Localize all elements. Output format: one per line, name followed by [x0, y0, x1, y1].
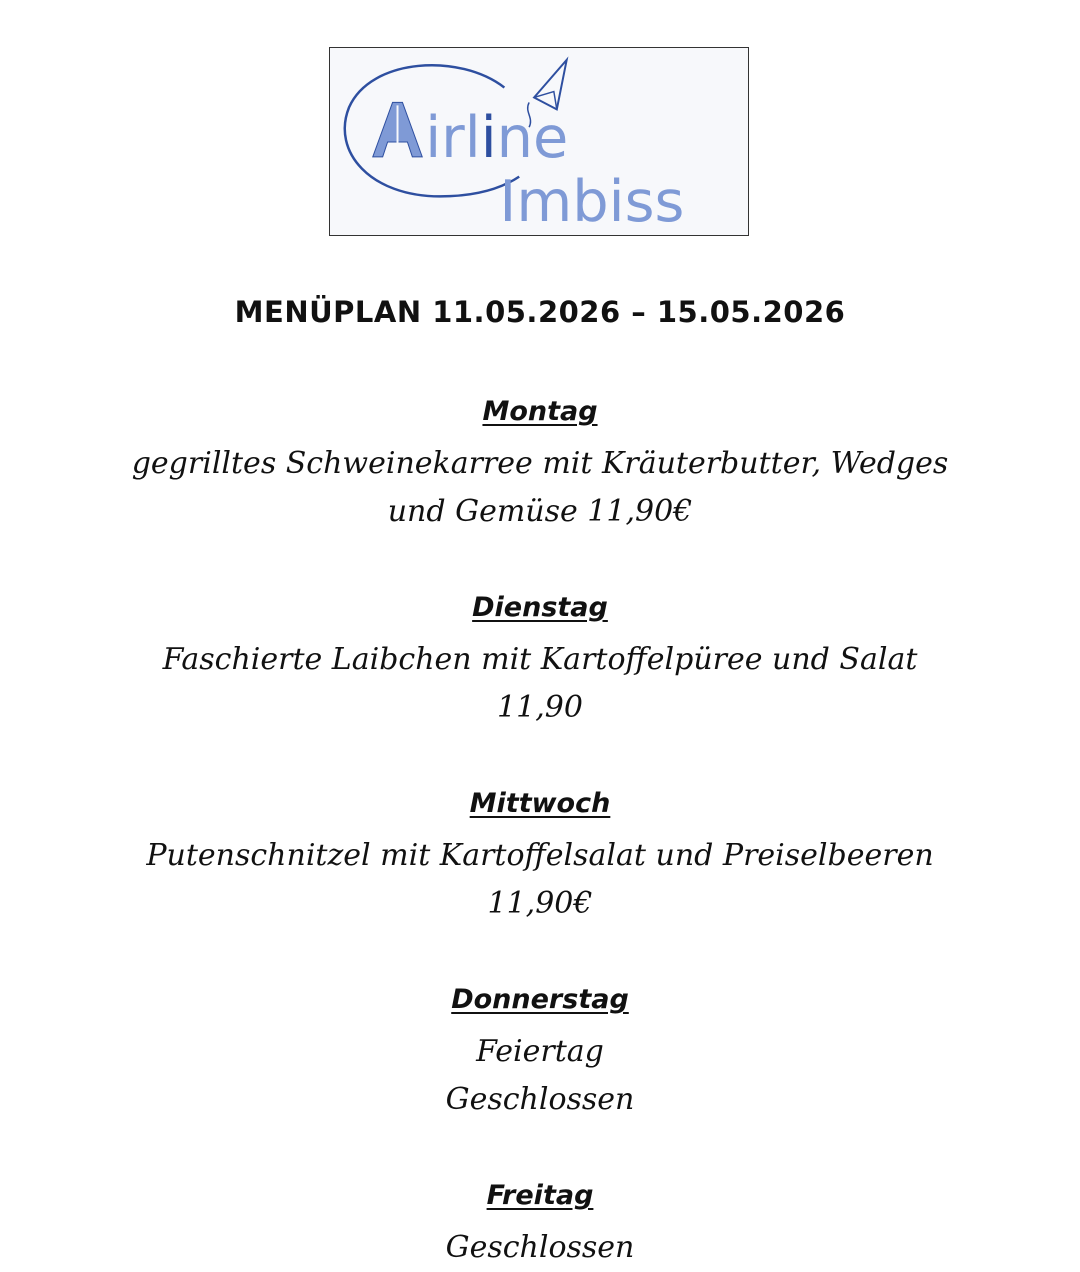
day-name: Donnerstag	[451, 984, 629, 1015]
logo-line1: irline	[425, 103, 569, 171]
day-monday	[0, 392, 1080, 536]
day-tuesday	[0, 588, 1080, 732]
menu-line: Putenschnitzel mit Kartoffelsalat und Preiselbeeren	[146, 838, 934, 873]
day-name: Mittwoch	[469, 788, 611, 819]
day-name: Freitag	[486, 1180, 594, 1211]
day-friday	[0, 1176, 1080, 1272]
day-thursday	[0, 980, 1080, 1124]
day-name: Dienstag	[472, 592, 608, 623]
menu-title: MENÜPLAN 11.05.2026 – 15.05.2026	[234, 295, 846, 329]
menu-line: Geschlossen	[445, 1230, 635, 1265]
day-wednesday	[0, 784, 1080, 928]
menu-line: Faschierte Laibchen mit Kartoffelpüree und Salat	[162, 642, 918, 677]
menu-line: und Gemüse 11,90€	[387, 494, 693, 529]
airline-imbiss-logo	[329, 47, 749, 236]
menu-line: Feiertag	[476, 1034, 604, 1069]
logo-graphic	[330, 48, 748, 235]
menu-line: gegrilltes Schweinekarree mit Kräuterbutter, Wedges	[131, 446, 949, 481]
menu-line: Geschlossen	[445, 1082, 635, 1117]
day-name: Montag	[482, 396, 598, 427]
menu-line: 11,90	[497, 690, 583, 725]
logo-line2: Imbiss	[499, 168, 685, 235]
menu-line: 11,90€	[487, 886, 593, 921]
paper-plane-icon	[534, 60, 567, 109]
